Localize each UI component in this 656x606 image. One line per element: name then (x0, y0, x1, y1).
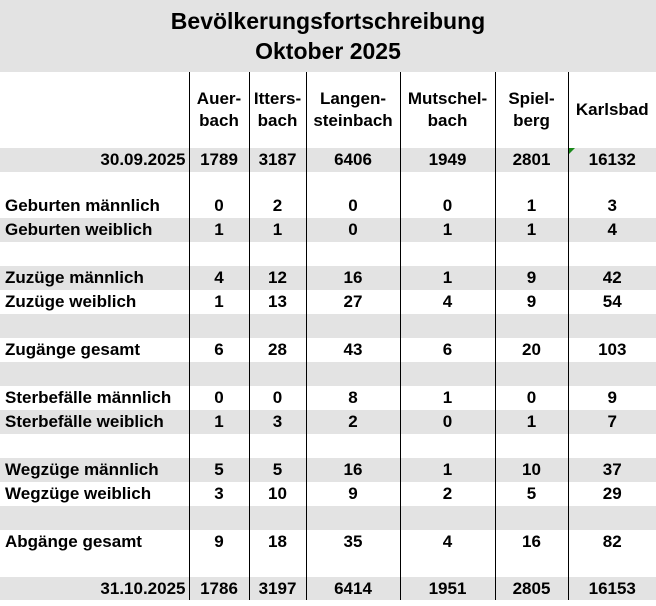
row-label: Sterbefälle männlich (5, 388, 172, 407)
spacer-cell (568, 172, 656, 194)
spacer-cell (0, 506, 189, 530)
spacer-cell (400, 242, 495, 266)
spacer-cell (306, 434, 400, 458)
spacer-cell (306, 314, 400, 338)
value-cell: 7 (568, 410, 656, 434)
spacer-cell (249, 434, 306, 458)
value-cell: 3 (568, 194, 656, 218)
value-cell: 10 (249, 482, 306, 506)
column-header-ittersbach: Itters- bach (249, 72, 306, 148)
value-cell: 28 (249, 338, 306, 362)
row-label: 30.09.2025 (0, 148, 189, 172)
row-label: Geburten männlich (5, 196, 160, 215)
value-cell: 54 (568, 290, 656, 314)
value-cell: 1 (400, 386, 495, 410)
spacer-cell (0, 554, 189, 577)
value-cell: 1 (400, 458, 495, 482)
row-label: 31.10.2025 (0, 577, 189, 600)
table-row (0, 482, 656, 506)
value-cell: 6406 (306, 148, 400, 172)
value-cell: 43 (306, 338, 400, 362)
column-header-auerbach: Auer- bach (189, 72, 249, 148)
spacer-cell (400, 434, 495, 458)
value-cell: 1 (189, 290, 249, 314)
spacer-cell (0, 242, 189, 266)
value-cell: 2 (306, 410, 400, 434)
value-cell: 29 (568, 482, 656, 506)
table-row (0, 458, 656, 482)
value-cell: 0 (306, 194, 400, 218)
value-cell: 16 (495, 530, 568, 554)
value-cell: 1 (189, 218, 249, 242)
spacer-cell (306, 554, 400, 577)
value-cell: 9 (568, 386, 656, 410)
spacer-cell (249, 172, 306, 194)
row-label: Zuzüge weiblich (5, 292, 137, 311)
value-cell: 4 (400, 530, 495, 554)
table-row (0, 218, 656, 242)
spacer-cell (495, 172, 568, 194)
value-cell: 20 (495, 338, 568, 362)
spacer-row (0, 506, 656, 530)
value-cell: 4 (189, 266, 249, 290)
value-cell: 10 (495, 458, 568, 482)
sheet-title (0, 0, 656, 72)
spacer-cell (495, 506, 568, 530)
spacer-row (0, 434, 656, 458)
value-cell: 5 (249, 458, 306, 482)
spacer-cell (400, 506, 495, 530)
spacer-cell (495, 554, 568, 577)
value-cell: 0 (400, 410, 495, 434)
spacer-cell (400, 172, 495, 194)
spacer-cell (568, 506, 656, 530)
value-cell: 0 (189, 194, 249, 218)
title-line-1: Bevölkerungsfortschreibung (170, 8, 486, 34)
spacer-cell (0, 434, 189, 458)
spacer-cell (0, 362, 189, 386)
value-cell: 42 (568, 266, 656, 290)
table-row (0, 386, 656, 410)
value-cell: 2 (249, 194, 306, 218)
value-cell: 82 (568, 530, 656, 554)
value-cell: 2805 (495, 577, 568, 600)
value-cell: 16 (306, 266, 400, 290)
spacer-cell (189, 554, 249, 577)
column-header-karlsbad: Karlsbad (568, 72, 656, 148)
header-row (0, 72, 656, 148)
value-cell: 2801 (495, 148, 568, 172)
population-table (0, 72, 656, 600)
table-row-total-additions (0, 338, 656, 362)
spacer-cell (306, 506, 400, 530)
spacer-cell (189, 172, 249, 194)
spacer-cell (306, 242, 400, 266)
value-cell: 9 (495, 290, 568, 314)
table-row-total-departures (0, 530, 656, 554)
column-header-mutschelbach: Mutschel- bach (400, 72, 495, 148)
value-cell: 6 (189, 338, 249, 362)
value-cell: 9 (306, 482, 400, 506)
value-cell: 0 (189, 386, 249, 410)
spacer-cell (568, 434, 656, 458)
spacer-cell (0, 314, 189, 338)
value-cell: 0 (495, 386, 568, 410)
spacer-row (0, 172, 656, 194)
spacer-row (0, 242, 656, 266)
value-cell: 1 (495, 218, 568, 242)
value-cell: 8 (306, 386, 400, 410)
value-cell: 0 (306, 218, 400, 242)
value-cell: 13 (249, 290, 306, 314)
spacer-cell (189, 314, 249, 338)
value-cell: 1951 (400, 577, 495, 600)
value-cell: 27 (306, 290, 400, 314)
row-label: Geburten weiblich (0, 218, 189, 242)
value-cell: 12 (249, 266, 306, 290)
spacer-cell (400, 314, 495, 338)
value-cell: 1 (495, 194, 568, 218)
column-header-spielberg: Spiel- berg (495, 72, 568, 148)
value-cell: 4 (568, 218, 656, 242)
table-row (0, 194, 656, 218)
spacer-cell (306, 172, 400, 194)
header-corner-cell (0, 72, 189, 148)
spacer-cell (495, 242, 568, 266)
spacer-cell (189, 506, 249, 530)
value-cell: 18 (249, 530, 306, 554)
spacer-cell (306, 362, 400, 386)
row-label: Sterbefälle weiblich (0, 410, 189, 434)
spacer-cell (568, 242, 656, 266)
value-cell: 6 (400, 338, 495, 362)
spacer-row (0, 362, 656, 386)
value-cell: 1 (400, 266, 495, 290)
value-cell: 0 (400, 194, 495, 218)
value-cell: 9 (189, 530, 249, 554)
value-cell: 3 (249, 410, 306, 434)
value-cell: 103 (568, 338, 656, 362)
value-cell: 16153 (568, 577, 656, 600)
value-cell: 9 (495, 266, 568, 290)
value-cell: 1 (400, 218, 495, 242)
spacer-cell (495, 362, 568, 386)
spacer-cell (189, 434, 249, 458)
spacer-cell (249, 506, 306, 530)
value-cell: 4 (400, 290, 495, 314)
value-cell: 35 (306, 530, 400, 554)
column-header-langensteinbach: Langen- steinbach (306, 72, 400, 148)
spacer-cell (189, 362, 249, 386)
table-row-start-balance (0, 148, 656, 172)
row-label: Abgänge gesamt (5, 532, 142, 551)
value-cell: 1 (495, 410, 568, 434)
value-cell: 1786 (189, 577, 249, 600)
value-cell: 3 (189, 482, 249, 506)
spacer-cell (568, 362, 656, 386)
value-cell: 2 (400, 482, 495, 506)
spacer-cell (249, 314, 306, 338)
value-cell: 16 (306, 458, 400, 482)
spacer-cell (568, 314, 656, 338)
value-cell: 1789 (189, 148, 249, 172)
title-line-2: Oktober 2025 (255, 38, 401, 64)
table-row (0, 410, 656, 434)
value-cell: 1949 (400, 148, 495, 172)
value-cell: 37 (568, 458, 656, 482)
spacer-cell (189, 242, 249, 266)
row-label: Wegzüge weiblich (5, 484, 152, 503)
spacer-cell (249, 242, 306, 266)
cell-comment-marker: 16132 (568, 148, 656, 172)
value-cell: 0 (249, 386, 306, 410)
value-cell: 1 (249, 218, 306, 242)
value-cell: 3187 (249, 148, 306, 172)
table-row-end-balance (0, 577, 656, 600)
value-cell: 6414 (306, 577, 400, 600)
value-cell: 5 (495, 482, 568, 506)
spacer-cell (495, 434, 568, 458)
spacer-cell (249, 554, 306, 577)
row-label: Zuzüge männlich (0, 266, 189, 290)
spacer-cell (568, 554, 656, 577)
spacer-row (0, 554, 656, 577)
spacer-cell (400, 554, 495, 577)
table-row (0, 290, 656, 314)
table-row (0, 266, 656, 290)
value-cell: 1 (189, 410, 249, 434)
spacer-cell (495, 314, 568, 338)
spacer-cell (249, 362, 306, 386)
row-label: Wegzüge männlich (0, 458, 189, 482)
row-label: Zugänge gesamt (5, 340, 141, 359)
spacer-cell (400, 362, 495, 386)
value-cell: 3197 (249, 577, 306, 600)
spacer-row (0, 314, 656, 338)
value-cell: 5 (189, 458, 249, 482)
spacer-cell (0, 172, 189, 194)
